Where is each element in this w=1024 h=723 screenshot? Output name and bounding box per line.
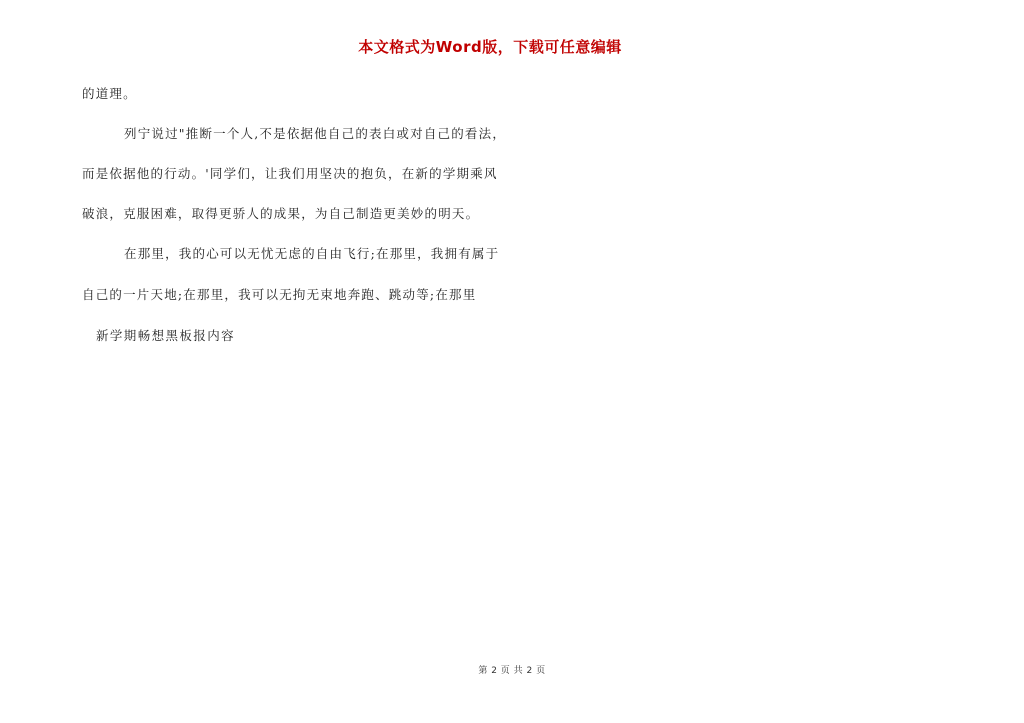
body-line-2: 列宁说过"推断一个人,不是依据他自己的表白或对自己的看法， [124, 126, 507, 141]
article-caption: 新学期畅想黑板报内容 [96, 328, 236, 343]
page-number: 第 2 页 共 2 页 [478, 666, 546, 676]
download-banner: 本文格式为Word版，下载可任意编辑 [358, 38, 622, 56]
body-line-6: 自己的一片天地;在那里，我可以无拘无束地奔跑、跳动等;在那里 [82, 287, 477, 302]
body-line-5: 在那里，我的心可以无忧无虑的自由飞行;在那里，我拥有属于 [124, 246, 500, 261]
body-line-4: 破浪，克服困难，取得更骄人的成果，为自己制造更美妙的明天。 [82, 206, 480, 221]
body-line-3: 而是依据他的行动。'同学们，让我们用坚决的抱负，在新的学期乘风 [82, 166, 498, 181]
body-line-1: 的道理。 [82, 86, 137, 101]
